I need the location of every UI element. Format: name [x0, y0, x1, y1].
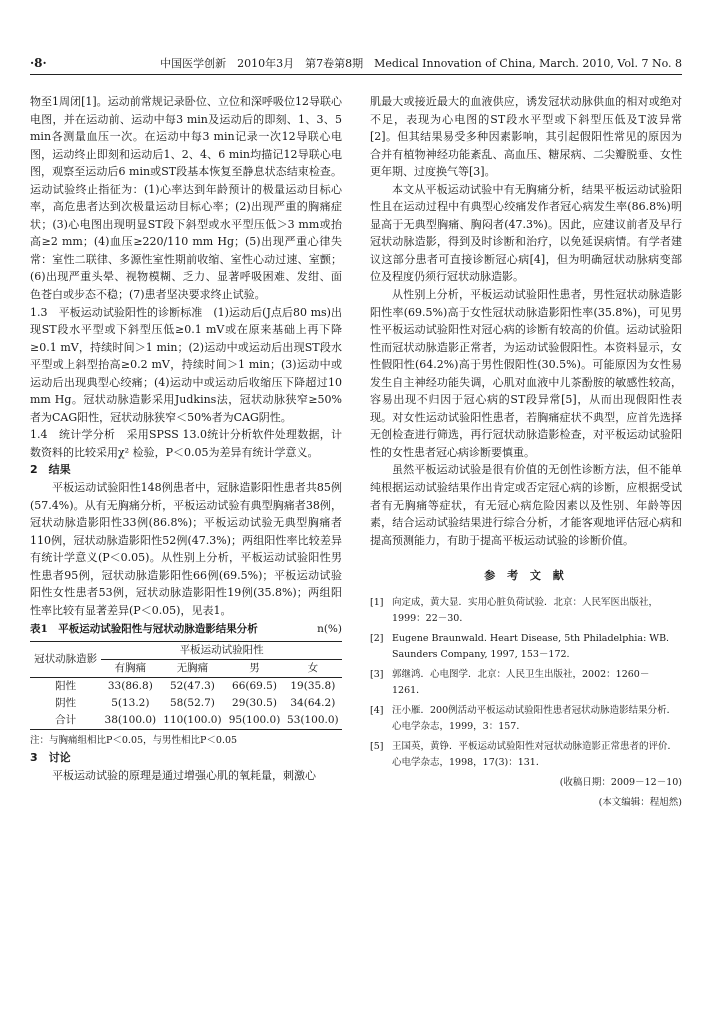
- reference-text: 郭继鸿．心电图学．北京：人民卫生出版社，2002：1260－1261．: [392, 668, 650, 696]
- discussion-paragraph-2: 本文从平板运动试验中有无胸痛分析，结果平板运动试验阳性且在运动过程中有典型心绞痛发作者冠心病发生率(86.8%)明显高于无典型胸痛、胸闷者(47.3%)。因此，应建议前者及早行冠状动脉造影，得到及时诊断和治疗，以免延误病情。有学者建议这部分患者可直接诊断冠心病[4]，但为明确冠状动脉病变部位及程度仍须行冠状动脉造影。: [370, 182, 682, 284]
- received-date: (收稿日期：2009－12－10): [559, 776, 682, 788]
- reference-item: [370, 667, 682, 699]
- section-1-3: 1.3 平板运动试验阳性的诊断标准 (1)运动后(J点后80 ms)出现ST段水平型或下斜型压低≥0.1 mV或在原来基础上再下降≥0.1 mV，持续时间＞1 min；(2)运动中或运动后出现ST段水平型或上斜型抬高≥0.2 mV，持续时间＞1 min；(3)运动中或运动后出现典型心绞痛；(4)运动中或运动后收缩压下降超过10 mm Hg。冠状动脉造影采用Judkins法，冠状动脉狭窄≥50%者为CAG阳性，冠状动脉狭窄＜50%者为CAG阴性。: [30, 305, 342, 424]
- table-cell: 29(30.5): [232, 696, 277, 709]
- reference-item: [370, 631, 682, 663]
- table-col-header: 女: [284, 659, 342, 677]
- table-note: 注：与胸痛组相比P＜0.05，与男性相比P＜0.05: [30, 734, 238, 746]
- reference-number: [3]: [370, 668, 384, 680]
- discussion-paragraph-3: 从性别上分析，平板运动试验阳性患者，男性冠状动脉造影阳性率(69.5%)高于女性冠状动脉造影阳性率(35.8%)，可见男性平板运动试验阳性对冠心病的诊断有较高的价值。运动试验阳性而冠状动脉造影正常者，为运动试验假阳性。本资料显示，女性假阳性(64.2%)高于男性假阳性(30.5%)。可能原因为女性易发生自主神经功能失调，心肌对血液中儿茶酚胺的敏感性较高，容易出现不归因于冠心病的ST段异常[5]，从而出现假阳性表现。对女性运动试验阳性患者，若胸痛症状不典型，应首先选择无创检查进行筛选，再行冠状动脉造影检查，对平板运动试验阳性的女性患者冠心病诊断要慎重。: [370, 288, 682, 459]
- reference-text: 汪小雁．200例活动平板运动试验阳性患者冠状动脉造影结果分析．心电学杂志，1999，3：157．: [392, 704, 677, 732]
- reference-number: [1]: [370, 596, 384, 608]
- editor-credit: (本文编辑：程旭然): [598, 796, 682, 808]
- table-cell: 33(86.8): [101, 677, 159, 695]
- reference-number: [4]: [370, 704, 384, 716]
- reference-text: 向定成，黄大显．实用心脏负荷试验．北京：人民军医出版社，1999：22－30．: [392, 596, 659, 624]
- reference-item: [370, 703, 682, 735]
- reference-number: [5]: [370, 740, 384, 752]
- table-cell: 110(100.0): [159, 712, 225, 730]
- table-row-label: 合计: [30, 712, 101, 730]
- table-row: [30, 695, 342, 712]
- table-title: 表1 平板运动试验阳性与冠状动脉造影结果分析: [30, 623, 258, 636]
- table-cell: 66(69.5): [225, 677, 283, 695]
- results-table: [30, 641, 342, 730]
- discussion-paragraph: 平板运动试验的原理是通过增强心肌的氧耗量，刺激心: [52, 768, 316, 782]
- table-cell: 53(100.0): [284, 712, 342, 730]
- page-number: ·8·: [30, 56, 47, 70]
- table-cell: 58(52.7): [169, 696, 215, 709]
- table-cell: 95(100.0): [225, 712, 283, 730]
- table-row: [30, 677, 342, 695]
- table-cell: 52(47.3): [159, 677, 225, 695]
- table-unit: n(%): [317, 623, 342, 636]
- references-title: 参 考 文 献: [484, 569, 568, 583]
- table-col-header: 有胸痛: [101, 659, 159, 677]
- methods-paragraph: 物至1周闭[1]。运动前常规记录卧位、立位和深呼吸位12导联心电图，并在运动前、运动中每3 min及运动后的即刻、1、3、5 min各测量血压一次。在运动中每3 min记录一次12导联心电图，运动终止即刻和运动后1、2、4、6 min均描记12导联心电图，观察至运动后6 min或ST段基本恢复至静息状态结束检查。运动试验终止指征为：(1)心率达到年龄预计的极量运动目标心率，高危患者达到次极量运动目标心率；(2)出现严重的胸痛症状；(3)心电图出现明显ST段下斜型或水平型压低＞3 mm或抬高≥2 mm；(4)血压≥220/110 mm Hg；(5)出现严重心律失常：室性二联律、多源性室性期前收缩、室性心动过速、室颤；(6)出现严重头晕、视物模糊、乏力、显著呼吸困难、发绀、面色苍白或步态不稳；(7)患者坚决要求终止试验。: [30, 95, 342, 302]
- reference-list: [370, 595, 682, 771]
- heading-discussion: 3 讨论: [30, 750, 71, 764]
- table-row-header: 冠状动脉造影: [30, 641, 101, 677]
- table-col-header: 无胸痛: [159, 659, 225, 677]
- table-caption: [30, 621, 342, 639]
- heading-results: 2 结果: [30, 463, 71, 477]
- running-head: 中国医学创新 2010年3月 第7卷第8期 Medical Innovation of China, March. 2010, Vol. 7 No. 8: [160, 57, 682, 70]
- right-column: [370, 93, 682, 811]
- table-cell: 38(100.0): [101, 712, 159, 730]
- table-cell: 5(13.2): [111, 696, 150, 709]
- table-group-header: 平板运动试验阳性: [101, 641, 342, 659]
- table-row: [30, 712, 342, 730]
- table-row-label: 阴性: [55, 696, 77, 709]
- table-cell: 19(35.8): [284, 677, 342, 695]
- reference-number: [2]: [370, 632, 384, 644]
- reference-item: [370, 739, 682, 771]
- reference-item: [370, 595, 682, 627]
- left-column: [30, 93, 342, 784]
- reference-text: 王国英，黄铮．平板运动试验阳性对冠状动脉造影正常患者的评价．心电学杂志，1998，17(3)：131．: [392, 740, 678, 768]
- table-row-label: 阳性: [30, 677, 101, 695]
- discussion-continued: 肌最大或接近最大的血液供应，诱发冠状动脉供血的相对或绝对不足，表现为心电图的ST段水平型或下斜型压低及T波异常[2]。但其结果易受多种因素影响，其引起假阳性常见的原因为合并有植物神经功能紊乱、高血压、糖尿病、二尖瓣脱垂、女性更年期、过度换气等[3]。: [370, 95, 682, 179]
- section-1-4: 1.4 统计学分析 采用SPSS 13.0统计分析软件处理数据，计数资料的比较采用χ² 检验，P＜0.05为差异有统计学意义。: [30, 428, 342, 459]
- discussion-paragraph-4: 虽然平板运动试验是很有价值的无创性诊断方法，但不能单纯根据运动试验结果作出肯定或否定冠心病的诊断，应根据受试者有无胸痛等症状，有无冠心病危险因素以及性别、年龄等因素，结合运动试验结果进行综合分析，才能客观地评估冠心病和提高预测能力，有助于提高平板运动试验的诊断价值。: [370, 463, 682, 547]
- reference-text: Eugene Braunwald. Heart Disease, 5th Philadelphia: WB. Saunders Company, 1997, 153－172.: [392, 632, 670, 660]
- page-header: [30, 52, 682, 75]
- results-paragraph: 平板运动试验阳性148例患者中，冠脉造影阳性患者共85例(57.4%)。从有无胸痛分析，平板运动试验有典型胸痛者38例，冠状动脉造影阳性33例(86.8%)；平板运动试验无典型胸痛者110例，冠状动脉造影阳性52例(47.3%)；两组阳性率比较差异有统计学意义(P＜0.05)。从性别上分析，平板运动试验阳性男性患者95例，冠状动脉造影阳性66例(69.5%)；平板运动试验阳性女性患者53例，冠状动脉造影阳性19例(35.8%)；两组阳性率比较有显著差异(P＜0.05)，见表1。: [30, 481, 342, 617]
- table-cell: 34(64.2): [290, 696, 336, 709]
- table-col-header: 男: [225, 659, 283, 677]
